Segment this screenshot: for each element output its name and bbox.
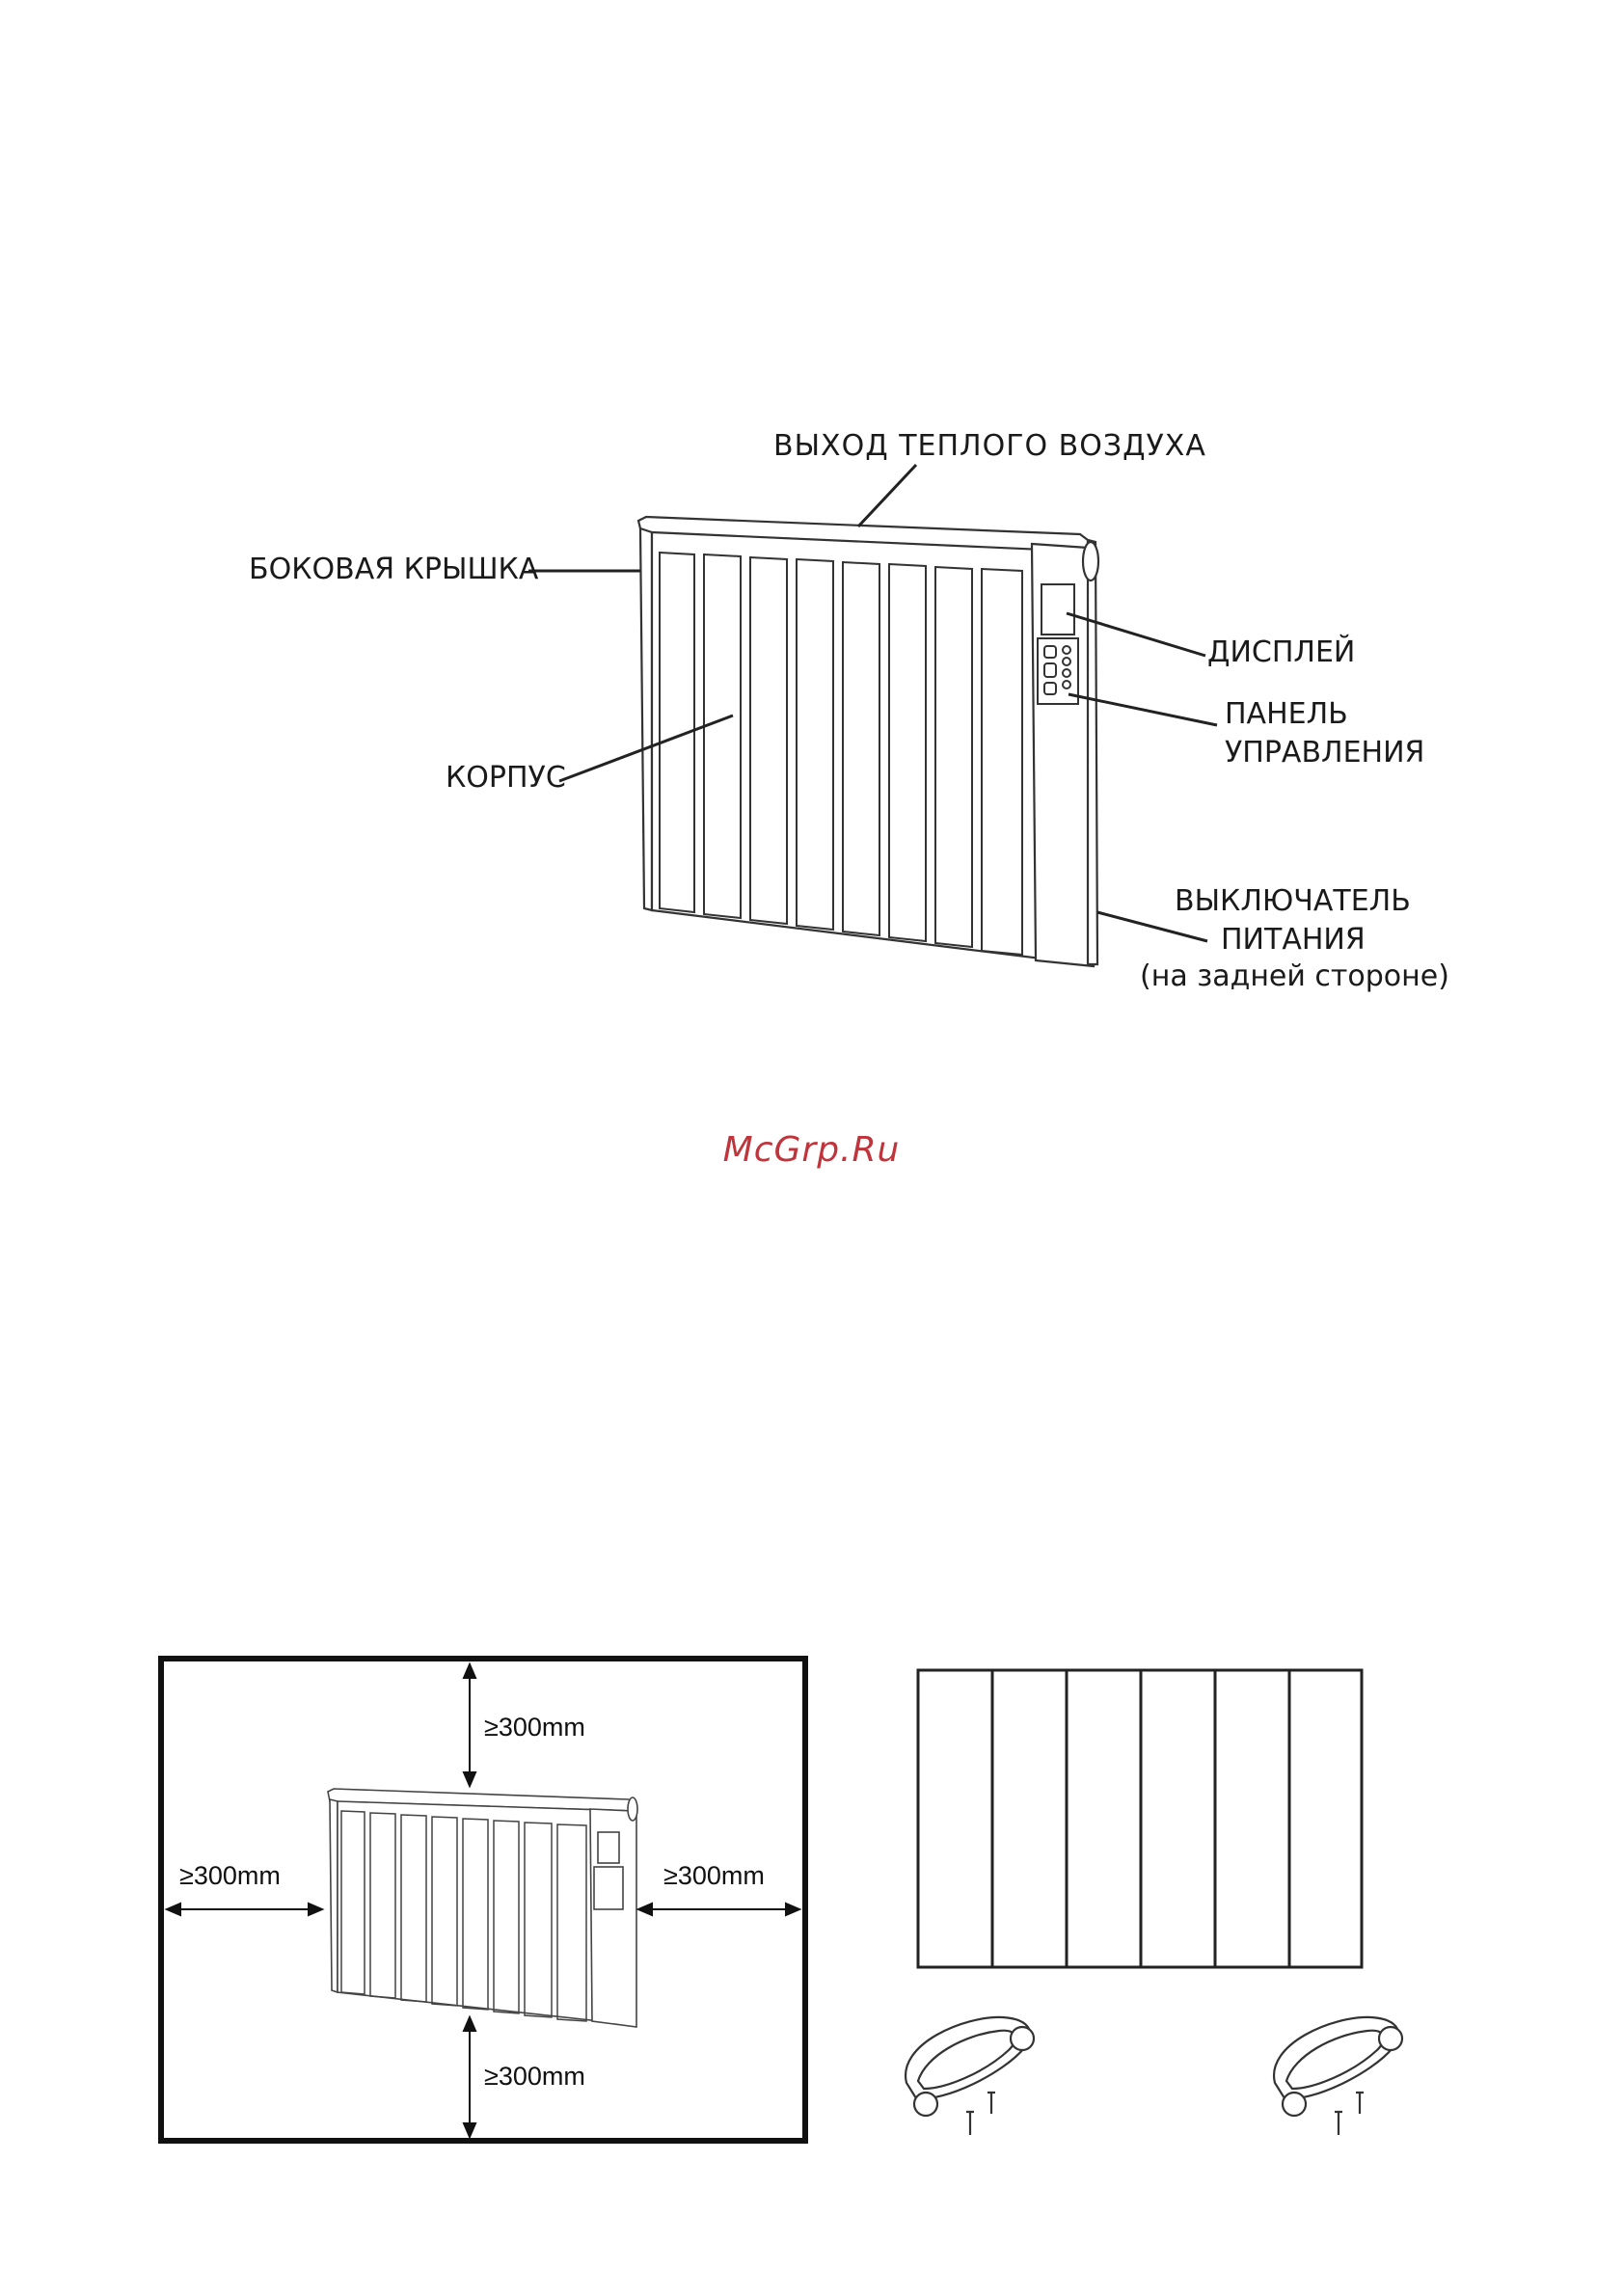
side-cover	[640, 528, 652, 910]
clearance-right: ≥300mm	[663, 1861, 765, 1890]
label-warm-air-outlet: ВЫХОД ТЕПЛОГО ВОЗДУХА	[773, 429, 1206, 463]
clearance-bottom: ≥300mm	[484, 2062, 585, 2091]
end-cap	[1088, 540, 1097, 964]
label-control-panel-2: УПРАВЛЕНИЯ	[1225, 736, 1425, 770]
label-power-switch-1: ВЫКЛЮЧАТЕЛЬ	[1175, 884, 1411, 918]
watermark	[0, 1130, 1623, 1170]
foot-right	[1274, 2017, 1402, 2135]
clearance-left: ≥300mm	[179, 1861, 281, 1890]
label-body: КОРПУС	[446, 761, 566, 795]
label-power-switch-2: ПИТАНИЯ	[1221, 923, 1366, 957]
end-knob	[1083, 542, 1098, 581]
foot-left	[906, 2017, 1034, 2135]
label-power-switch-note: (на задней стороне)	[1140, 959, 1449, 993]
heater-front-panel	[918, 1670, 1362, 1967]
label-display: ДИСПЛЕЙ	[1207, 635, 1356, 669]
label-control-panel-1: ПАНЕЛЬ	[1225, 697, 1348, 731]
watermark-text: McGrp.Ru	[722, 1130, 901, 1170]
clearance-frame	[161, 1659, 805, 2141]
leader-warm-air	[858, 465, 916, 527]
clearance-top: ≥300mm	[484, 1713, 585, 1742]
display-screen	[1041, 584, 1074, 635]
label-side-cover: БОКОВАЯ КРЫШКА	[249, 553, 539, 586]
